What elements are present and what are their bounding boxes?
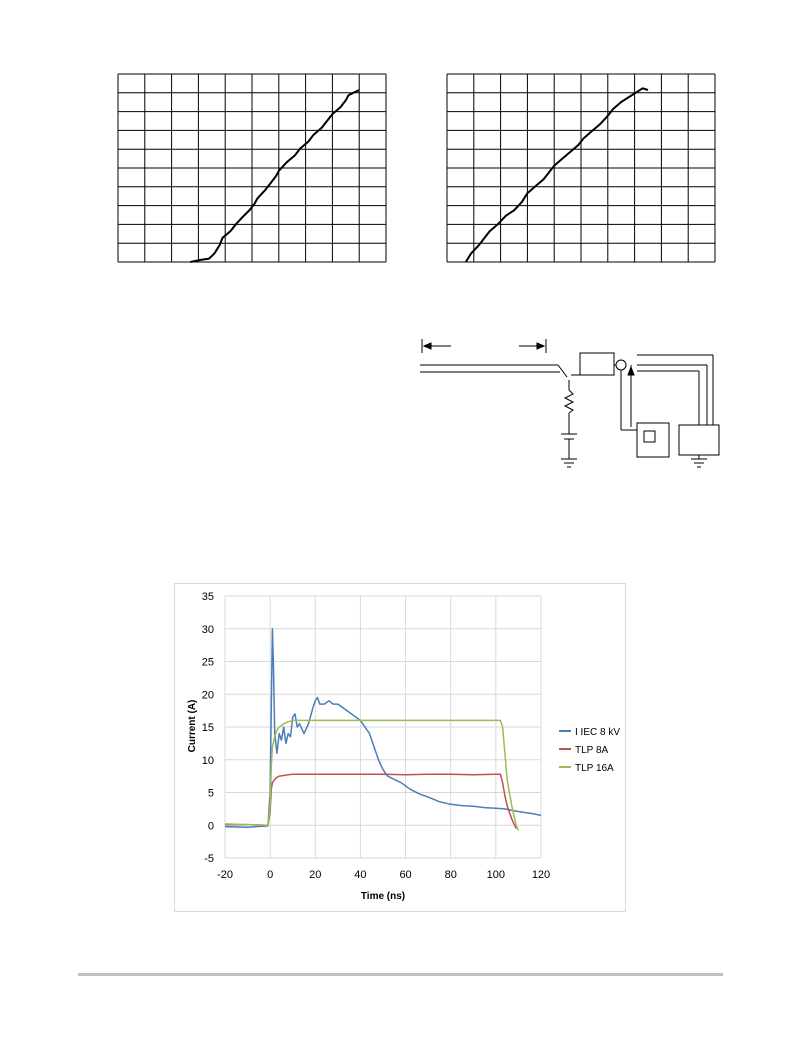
x-tick-label: 120 bbox=[531, 869, 551, 881]
footer-rule bbox=[78, 973, 723, 976]
x-tick-label: 100 bbox=[486, 869, 506, 881]
current-vs-time-chart bbox=[174, 583, 626, 912]
x-axis-label: Time (ns) bbox=[360, 891, 406, 902]
switch-blade bbox=[558, 365, 567, 377]
top-right-plot bbox=[446, 73, 716, 263]
y-tick-label: 10 bbox=[201, 754, 214, 767]
x-tick-label: 20 bbox=[309, 869, 322, 881]
test-setup-schematic bbox=[415, 335, 725, 485]
top-right-plot-curve bbox=[466, 88, 648, 262]
y-tick-label: 15 bbox=[201, 722, 214, 734]
y-tick-label: -5 bbox=[204, 853, 214, 865]
oscilloscope-box bbox=[679, 425, 719, 455]
legend-label-1: TLP 8A bbox=[575, 745, 609, 756]
y-tick-label: 30 bbox=[201, 623, 214, 636]
top-left-plot-grid bbox=[118, 74, 386, 262]
y-tick-label: 35 bbox=[201, 591, 214, 603]
x-tick-label: 60 bbox=[399, 869, 412, 881]
y-axis-label: Current (A) bbox=[187, 699, 198, 753]
legend-label-0: I IEC 8 kV bbox=[575, 727, 621, 738]
dut-box bbox=[580, 353, 614, 375]
dimension-arrowhead-right bbox=[537, 343, 544, 349]
probe-arrowhead bbox=[628, 367, 634, 375]
y-tick-label: 25 bbox=[201, 656, 214, 669]
x-tick-label: 40 bbox=[354, 869, 367, 881]
x-tick-label: -20 bbox=[217, 869, 233, 881]
top-left-plot bbox=[117, 73, 387, 263]
top-left-plot-curve bbox=[190, 90, 359, 262]
chart-frame bbox=[175, 584, 626, 912]
dimension-arrowhead-left bbox=[424, 343, 431, 349]
meter-display bbox=[644, 431, 655, 442]
y-tick-label: 0 bbox=[207, 820, 214, 833]
legend-label-2: TLP 16A bbox=[575, 763, 614, 774]
current-probe bbox=[616, 360, 626, 370]
meter-box bbox=[637, 423, 669, 457]
x-tick-label: 0 bbox=[267, 869, 274, 881]
y-tick-label: 20 bbox=[201, 689, 214, 702]
y-tick-label: 5 bbox=[207, 787, 214, 800]
charge-resistor bbox=[565, 390, 573, 413]
x-tick-label: 80 bbox=[444, 869, 457, 881]
